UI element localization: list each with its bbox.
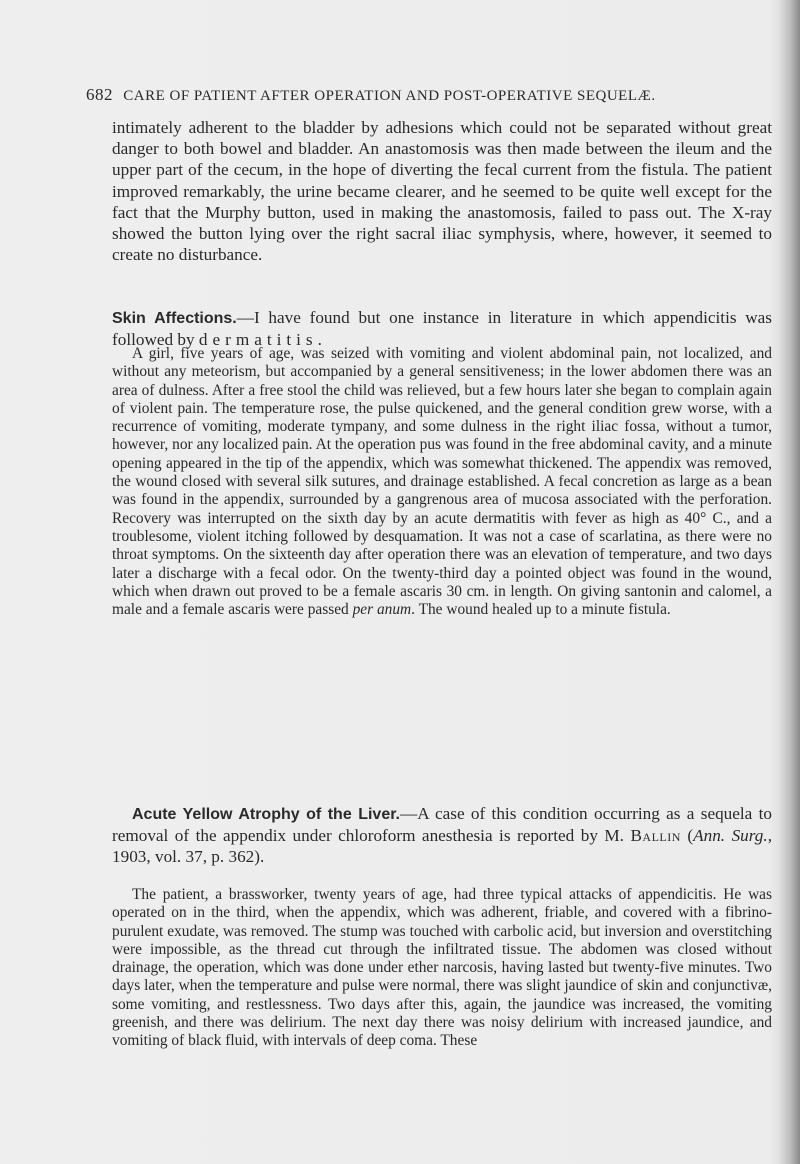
acute-atrophy-text: —A case of this condition occurring as a sequela to removal of the appendix under chloroform anesthesia is reported by M. [112,804,773,846]
journal-title: Ann. Surg. [693,826,768,846]
latin-term: per anum [352,601,412,619]
paragraph-continued: intimately adherent to the bladder by adhesions which could not be separated without great danger to both bowel and bladder. An anastomosis was then made between the ileum and the upper part of the cecum, in the hope of diverting the fecal current from the fistula. The patient improved remarkably, the urine became clearer, and he seemed to be quite well except for the fact that the Murphy button, used in making the anastomosis, failed to pass out. The X-ray showed the button lying over the right sacral iliac symphysis, where, however, it seemed to create no disturbance. [112,118,772,265]
section-heading-skin-affections: Skin Affections. [112,310,237,327]
skin-affections-text: —I have found but one instance in literature in which appendicitis was followed by [112,308,772,350]
running-title: CARE OF PATIENT AFTER OPERATION AND POST-OPERATIVE SEQUELÆ. [123,88,656,104]
section-acute-yellow-atrophy: Acute Yellow Atrophy of the Liver.—A case of this condition occurring as a sequela to removal of the appendix under chloroform anesthesia is reported by M. Ballin (Ann. Surg., 1903, vol. 37, p. 362). [112,804,773,867]
running-header [86,85,756,105]
emphasized-term: dermatitis [198,330,318,350]
page-number: 682 [86,85,113,104]
case-report-dermatitis: A girl, five years of age, was seized with vomiting and violent abdominal pain, not localized, and without any meteorism, but accompanied by a general sensitiveness; in the lower abdomen there was an area of dulness. After a free stool the child was relieved, but a few hours later she began to complain again of violent pain. The temperature rose, the pulse quickened, and the general condition grew worse, with a recurrence of vomiting, moderate tympany, and some dulness in the right iliac fossa, without a tumor, however, nor any localized pain. At the operation pus was found in the free abdominal cavity, and a minute opening appeared in the tip of the appendix, which was somewhat thickened. The appendix was removed, the wound closed with several silk sutures, and drainage established. A fecal concretion as large as a bean was found in the appendix, surrounded by a gangrenous area of mucosa associated with the perforation. Recovery was interrupted on the sixth day by an acute dermatitis with fever as high as 40° C., and a troublesome, violent itching followed by desquamation. It was not a case of scarlatina, as there were no throat symptoms. On the sixteenth day after operation there was an elevation of temperature, and two days later a discharge with a fecal odor. On the twenty-third day a pointed object was found in the wound, which when drawn out proved to be a female ascaris 30 cm. in length. On giving santonin and calomel, a male and a female ascaris were passed per anum. The wound healed up to a minute fistula. [112,345,772,619]
case-report-text: A girl, five years of age, was seized with vomiting and violent abdominal pain, not localized, and without any meteorism, but accompanied by a general sensitiveness; in the lower abdomen there was an area of dulness. After a free stool the child was relieved, but a few hours later she began to complain again of violent pain. The temperature rose, the pulse quickened, and the general condition grew worse, with a recurrence of vomiting, moderate tympany, and some dulness in the right iliac fossa, without a tumor, however, nor any localized pain. At the operation pus was found in the free abdominal cavity, and a minute opening appeared in the tip of the appendix, which was somewhat thickened. The appendix was removed, the wound closed with several silk sutures, and drainage established. A fecal concretion as large as a bean was found in the appendix, surrounded by a gangrenous area of mucosa associated with the perforation. Recovery was interrupted on the sixth day by an acute dermatitis with fever as high as 40° C., and a troublesome, violent itching followed by desquamation. It was not a case of scarlatina, as there were no throat symptoms. On the sixteenth day after operation there was an elevation of temperature, and two days later a discharge with a fecal odor. On the twenty-third day a pointed object was found in the wound, which when drawn out proved to be a female ascaris 30 cm. in length. On giving santonin and calomel, a male and a female ascaris were passed [112,345,772,619]
citation: , 1903, vol. 37, p. 362). [112,826,772,867]
section-skin-affections: Skin Affections.—I have found but one instance in literature in which appendicitis was followed by dermatitis. [112,308,772,350]
section-heading-acute-yellow-atrophy: Acute Yellow Atrophy of the Liver. [132,806,401,823]
author-name: Ballin [630,826,681,846]
case-report-liver-atrophy: The patient, a brassworker, twenty years of age, had three typical attacks of appendicitis. He was operated on in the third, when the appendix, which was adherent, friable, and covered with a fibrino-purulent exudate, was removed. The stump was touched with carbolic acid, but inversion and overstitching were impossible, as the thread cut through the infiltrated tissue. The abdomen was closed without drainage, the operation, which was done under ether narcosis, having lasted but twenty-five minutes. Two days later, when the temperature and pulse were normal, there was slight jaundice of skin and conjunctivæ, some vomiting, and restlessness. Two days after this, again, the jaundice was increased, the vomiting greenish, and there was delirium. The next day there was noisy delirium with increased jaundice, and vomiting of black fluid, with intervals of deep coma. These [112,886,772,1050]
page-edge-shadow [778,0,800,1164]
